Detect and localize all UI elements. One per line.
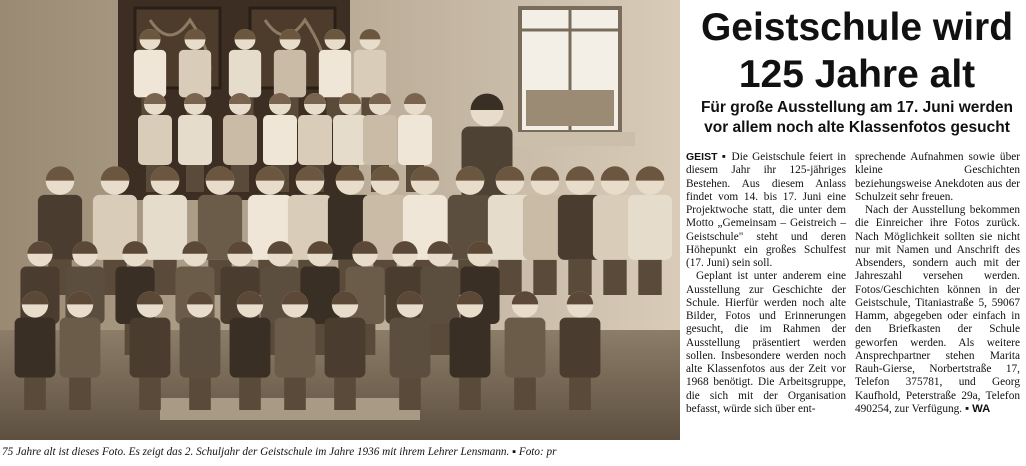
article-column-2 [855, 151, 1020, 416]
paragraph-text: Die Geistschule feiert in diesem Jahr ihr 125-jähriges Bestehen. Aus diesem Anlass findet vom 14. bis 17. Juni eine Projektwoche statt, die unter dem Motto „Gemeinsam – Geistreich – Geistschule" steht und deren Höhepunkt ein großes Schulfest (17. Juni) sein soll. [686, 151, 846, 269]
photo-caption: 75 Jahre alt ist dieses Foto. Es zeigt das 2. Schuljahr der Geistschule im Jahre 1936 mit ihrem Lehrer Lensmann. ▪ Foto: pr [2, 446, 557, 458]
article-paragraph: sprechende Aufnahmen sowie über kleine Geschichten beziehungsweise Anekdoten aus der Schulzeit sehr freuen. [855, 151, 1020, 203]
paragraph-text: Nach der Ausstellung bekommen die Einreicher ihre Fotos zurück. Nach Möglichkeit sollten sie nicht nur mit Namen und Anschrift des Absenders, sondern auch mit der Jahreszahl versehen werden. Fotos/Geschichten können in der Geistschule, Titaniastraße 5, 59067 Hamm, abgegeben oder einfach in den Briefkasten der Schule geworfen werden. Als weitere Ansprechpartner stehen Marita Rauh-Gierse, Norbertstraße 17, Telefon 375781, und Georg Kaufhold, Peterstraße 29a, Telefon 490254, zur Verfügung. [855, 204, 1020, 415]
subheadline-line-1: Für große Ausstellung am 17. Juni werden [700, 99, 1014, 116]
article-subheadline [688, 98, 1026, 138]
article-paragraph [855, 204, 1020, 416]
article-paragraph: Geplant ist unter anderem eine Ausstellung zur Geschichte der Schule. Hierfür werden noch alte Bilder, Fotos und Erinnerungen gesucht, die im Rahmen der Ausstellung präsentiert werden sollen. Insbesondere werden noch alte Klassenfotos aus der Zeit vor 1968 benötigt. Die Arbeitsgruppe, die sich mit der Organisation befasst, würde sich über ent- [686, 270, 846, 415]
dateline: GEIST [686, 151, 718, 163]
subheadline-line-2: vor allem noch alte Klassenfotos gesucht [704, 119, 1010, 136]
article-headline [688, 4, 1026, 98]
headline-line-2: 125 Jahre alt [738, 53, 976, 96]
bullet-icon: ▪ [721, 151, 728, 163]
author-signature: ▪ WA [964, 402, 991, 415]
headline-line-1: Geistschule wird [700, 6, 1014, 49]
article-column-1 [686, 151, 846, 416]
article-paragraph [686, 151, 846, 270]
